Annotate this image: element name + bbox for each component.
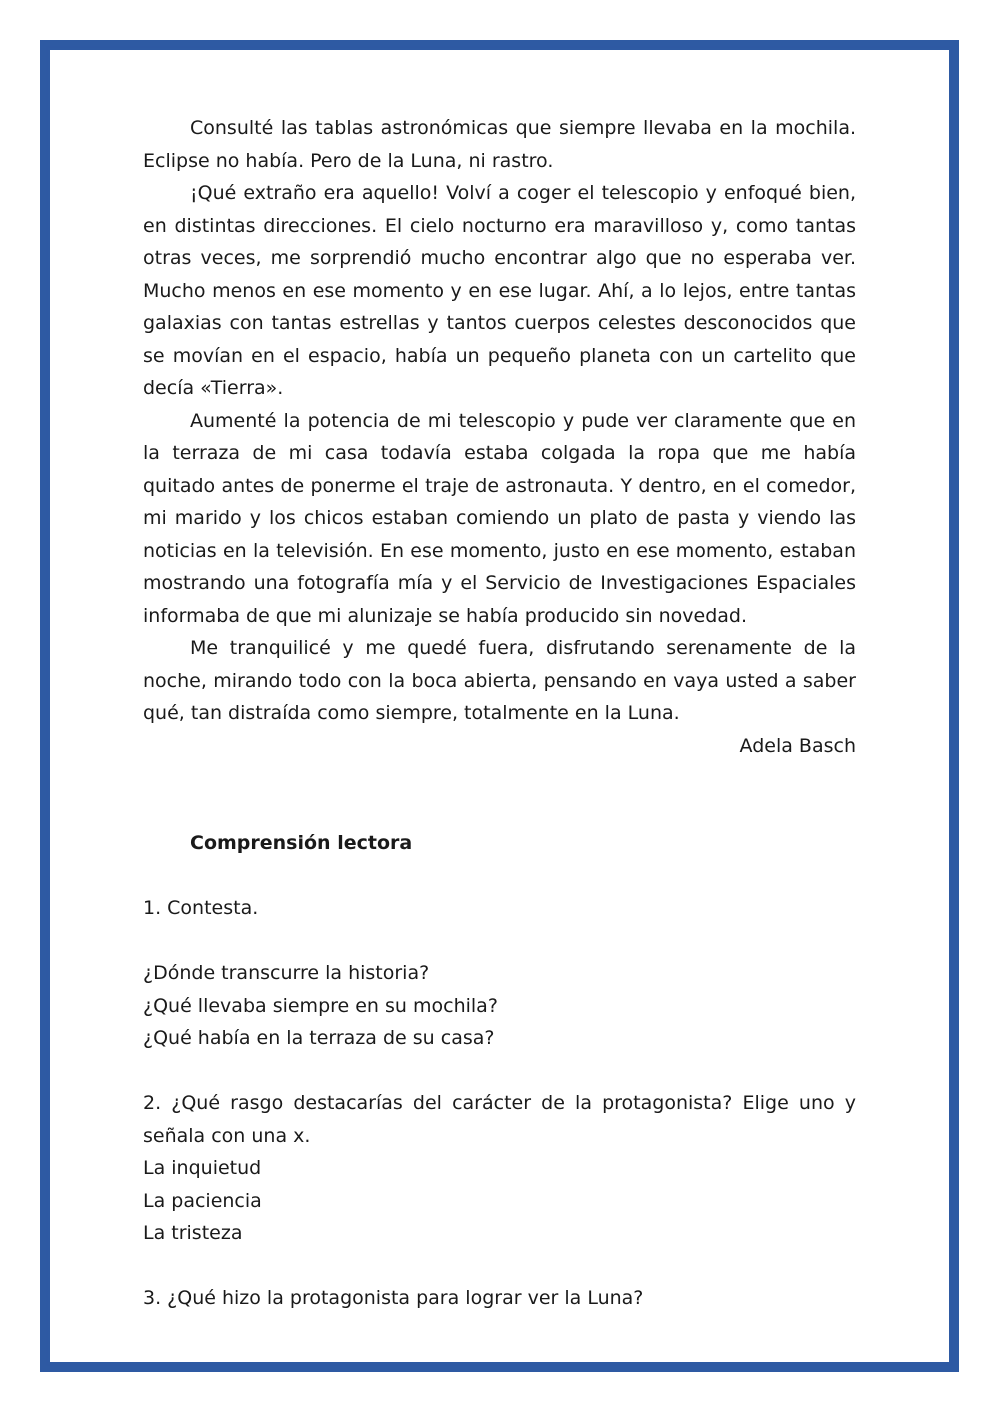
question-1b: ¿Qué llevaba siempre en su mochila? [143,994,498,1017]
option-tristeza: La tristeza [143,1222,243,1244]
worksheet-content [143,112,856,1315]
question-1c: ¿Qué había en la terraza de su casa? [143,1027,495,1049]
section-title: Comprensión lectora [190,832,413,854]
question-2-heading: 2. ¿Qué rasgo destacarías del carácter de la protagonista? Elige uno y señala con una x. [143,1092,856,1147]
option-paciencia: La paciencia [143,1189,262,1212]
story-paragraph-3: Aumenté la potencia de mi telescopio y pude ver claramente que en la terraza de mi casa todavía estaba colgada la ropa que me había quitado antes de ponerme el traje de astronauta. Y dentro, en el comedor, mi marido y los chicos estaban comiendo un plato de pasta y viendo las noticias en la televisión. En ese momento, justo en ese momento, estaban mostrando una fotografía mía y el Servicio de Investigaciones Espaciales informaba de que mi alunizaje se había producido sin novedad. [143,409,856,627]
author-name: Adela Basch [739,734,856,757]
story-paragraph-4: Me tranquilicé y me quedé fuera, disfrutando serenamente de la noche, mirando todo con la boca abierta, pensando en vaya usted a saber qué, tan distraída como siempre, totalmente en la Luna. [143,637,856,724]
option-inquietud: La inquietud [143,1157,262,1179]
question-1-heading: 1. Contesta. [143,897,259,919]
story-paragraph-2: ¡Qué extraño era aquello! Volví a coger el telescopio y enfoqué bien, en distintas direcciones. El cielo nocturno era maravilloso y, como tantas otras veces, me sorprendió mucho encontrar algo que no esperaba ver. Mucho menos en ese momento y en ese lugar. Ahí, a lo lejos, entre tantas galaxias con tantas estrellas y tantos cuerpos celestes desconocidos que se movían en el espacio, había un pequeño planeta con un cartelito que decía «Tierra». [143,182,856,399]
question-3-heading: 3. ¿Qué hizo la protagonista para lograr ver la Luna? [143,1287,644,1309]
question-1a: ¿Dónde transcurre la historia? [143,962,430,984]
story-paragraph-1: Consulté las tablas astronómicas que siempre llevaba en la mochila. Eclipse no había. Pero de la Luna, ni rastro. [143,117,856,172]
